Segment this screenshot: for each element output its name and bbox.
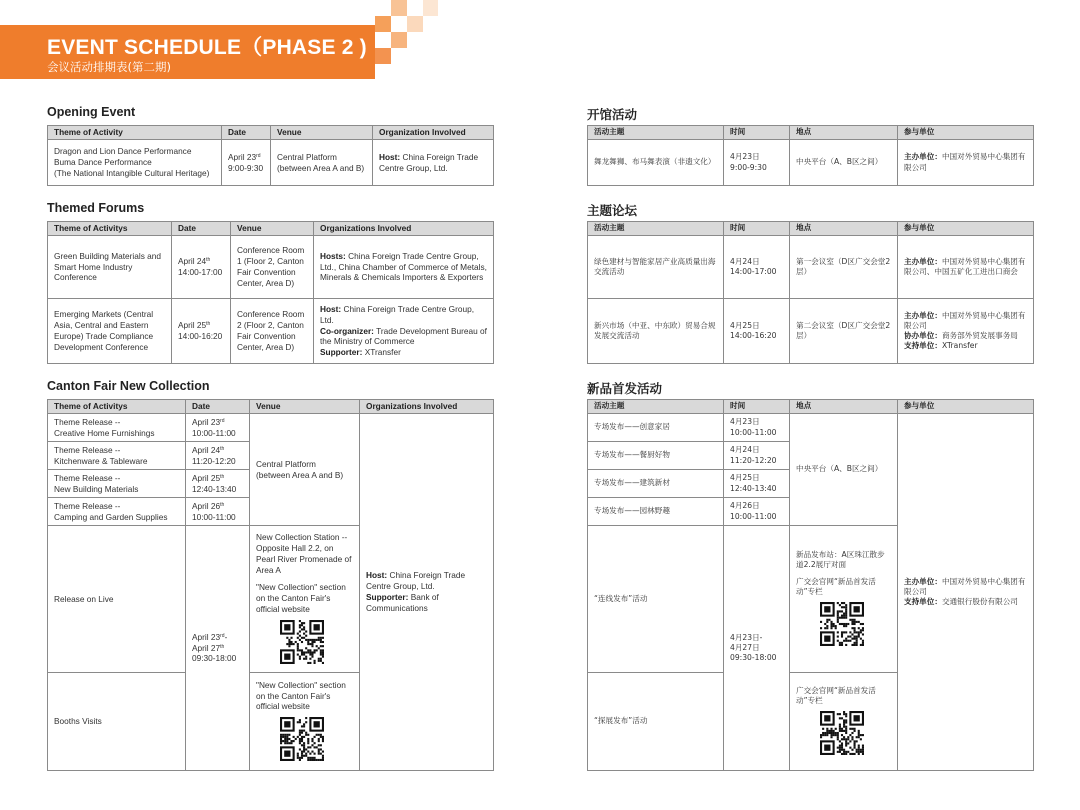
date-cell: April 25th 12:40-13:40 — [186, 470, 250, 498]
venue-cell: Central Platform (between Area A and B) — [250, 414, 360, 526]
date-cell: 4月23日 9:00-9:30 — [724, 140, 790, 186]
venue-cell: "New Collection" section on the Canton Fair's official website — [250, 673, 360, 771]
theme-cell: 新兴市场（中亚、中东欧）贸易合规发展交流活动 — [588, 299, 724, 364]
column-header: Organizations Involved — [360, 400, 494, 414]
date-cell: 4月25日 12:40-13:40 — [724, 470, 790, 498]
date-cell: April 23rd- April 27th 09:30-18:00 — [186, 526, 250, 771]
table-row — [48, 299, 494, 364]
decor-square — [391, 32, 407, 48]
qr-code-icon — [820, 711, 864, 755]
column-header: Theme of Activitys — [48, 400, 186, 414]
theme-cell: Theme Release -- New Building Materials — [48, 470, 186, 498]
qr-code-icon — [280, 717, 324, 761]
decor-square — [423, 0, 438, 16]
theme-cell: 绿色建材与智能家居产业高质量出海交流活动 — [588, 236, 724, 299]
column-header: 地点 — [790, 222, 898, 236]
venue-cell: Conference Room 1 (Floor 2, Canton Fair Convention Center, Area D) — [231, 236, 314, 299]
date-cell: April 24th 14:00-17:00 — [172, 236, 231, 299]
column-header: Theme of Activity — [48, 126, 222, 140]
column-header: 活动主题 — [588, 400, 724, 414]
org-cell: 主办单位：中国对外贸易中心集团有限公司 协办单位：商务部外贸发展事务局 支持单位：XTransfer — [898, 299, 1034, 364]
theme-cell: “探展发布”活动 — [588, 673, 724, 771]
table-row — [588, 236, 1034, 299]
decor-square — [375, 16, 391, 32]
section-title-forums: Themed Forums — [47, 201, 145, 215]
date-cell: 4月23日 10:00-11:00 — [724, 414, 790, 442]
theme-cell: Dragon and Lion Dance Performance Buma Dance Performance (The National Intangible Cultural Heritage) — [48, 140, 222, 186]
org-cell: 主办单位：中国对外贸易中心集团有限公司、中国五矿化工进出口商会 — [898, 236, 1034, 299]
venue-cell: Conference Room 2 (Floor 2, Canton Fair Convention Center, Area D) — [231, 299, 314, 364]
column-header: Date — [222, 126, 271, 140]
venue-cell: 广交会官网“新品首发活动”专栏 — [790, 673, 898, 771]
theme-cell: Green Building Materials and Smart Home Industry Conference — [48, 236, 172, 299]
column-header: 时间 — [724, 126, 790, 140]
section-title-opening: Opening Event — [47, 105, 136, 119]
collection-table — [47, 399, 494, 771]
decor-square — [407, 16, 423, 32]
column-header: Date — [186, 400, 250, 414]
date-cell: April 23rd 10:00-11:00 — [186, 414, 250, 442]
date-cell: 4月24日 14:00-17:00 — [724, 236, 790, 299]
date-cell: 4月23日- 4月27日 09:30-18:00 — [724, 526, 790, 771]
venue-cell: Central Platform (between Area A and B) — [271, 140, 373, 186]
column-header: Venue — [271, 126, 373, 140]
table-header-row — [588, 126, 1034, 140]
venue-cell: 新品发布站：A区珠江散步道2.2展厅对面 广交会官网“新品首发活动”专栏 — [790, 526, 898, 673]
date-cell: 4月24日 11:20-12:20 — [724, 442, 790, 470]
date-cell: 4月26日 10:00-11:00 — [724, 498, 790, 526]
venue-cell: 第二会议室（D区广交会堂2层） — [790, 299, 898, 364]
forums-table — [47, 221, 494, 364]
venue-cell: 中央平台（A、B区之间） — [790, 140, 898, 186]
table-row — [588, 299, 1034, 364]
section-title-collection-zh: 新品首发活动 — [587, 381, 663, 396]
column-header: Date — [172, 222, 231, 236]
org-cell: Host: China Foreign Trade Centre Group, Ltd. Supporter: Bank of Communications — [360, 414, 494, 771]
decor-square — [375, 48, 391, 64]
venue-cell: New Collection Station -- Opposite Hall 2.2, on Pearl River Promenade of Area A "New Collection" section on the Canton Fair's official website — [250, 526, 360, 673]
section-title-opening-zh: 开馆活动 — [587, 107, 638, 122]
theme-cell: Emerging Markets (Central Asia, Central and Eastern Europe) Trade Compliance Development Conference — [48, 299, 172, 364]
column-header: Organizations Involved — [314, 222, 494, 236]
theme-cell: 专场发布——创意家居 — [588, 414, 724, 442]
column-header: 时间 — [724, 400, 790, 414]
table-header-row — [588, 222, 1034, 236]
column-header: Theme of Activitys — [48, 222, 172, 236]
qr-code-icon — [820, 602, 864, 646]
column-header: 地点 — [790, 126, 898, 140]
org-cell: Host: China Foreign Trade Centre Group, Ltd. Co-organizer: Trade Development Bureau of the Ministry of Commerce Supporter: XTransfer — [314, 299, 494, 364]
forums-table-zh — [587, 221, 1034, 364]
theme-cell: 专场发布——餐厨好物 — [588, 442, 724, 470]
venue-cell: 中央平台（A、B区之间） — [790, 414, 898, 526]
section-title-forums-zh: 主题论坛 — [587, 203, 638, 218]
table-row — [588, 140, 1034, 186]
opening-table — [47, 125, 494, 186]
column-header: Organization Involved — [373, 126, 494, 140]
date-cell: April 23rd 9:00-9:30 — [222, 140, 271, 186]
table-row — [588, 414, 1034, 442]
date-cell: April 25th 14:00-16:20 — [172, 299, 231, 364]
org-cell: Hosts: China Foreign Trade Centre Group, Ltd., China Chamber of Commerce of Metals, Minerals & Chemicals Importers & Exporters — [314, 236, 494, 299]
decor-square — [391, 0, 407, 16]
column-header: 参与单位 — [898, 400, 1034, 414]
theme-cell: Theme Release -- Creative Home Furnishings — [48, 414, 186, 442]
section-title-collection: Canton Fair New Collection — [47, 379, 210, 393]
page-subtitle: 会议活动排期表(第二期) — [47, 60, 171, 74]
column-header: 活动主题 — [588, 222, 724, 236]
table-row — [48, 414, 494, 442]
column-header: 时间 — [724, 222, 790, 236]
theme-cell: 专场发布——园林野趣 — [588, 498, 724, 526]
table-header-row — [48, 126, 494, 140]
date-cell: April 26th 10:00-11:00 — [186, 498, 250, 526]
table-header-row — [48, 400, 494, 414]
column-header: Venue — [250, 400, 360, 414]
qr-code-icon — [280, 620, 324, 664]
column-header: 参与单位 — [898, 222, 1034, 236]
date-cell: April 24th 11:20-12:20 — [186, 442, 250, 470]
theme-cell: Booths Visits — [48, 673, 186, 771]
theme-cell: 专场发布——建筑新材 — [588, 470, 724, 498]
venue-cell: 第一会议室（D区广交会堂2层） — [790, 236, 898, 299]
theme-cell: Theme Release -- Camping and Garden Supplies — [48, 498, 186, 526]
collection-table-zh — [587, 399, 1034, 771]
theme-cell: Theme Release -- Kitchenware & Tableware — [48, 442, 186, 470]
table-header-row — [588, 400, 1034, 414]
org-cell: Host: China Foreign Trade Centre Group, Ltd. — [373, 140, 494, 186]
theme-cell: Release on Live — [48, 526, 186, 673]
column-header: 参与单位 — [898, 126, 1034, 140]
theme-cell: 舞龙舞狮、布马舞表演（非遗文化） — [588, 140, 724, 186]
org-cell: 主办单位：中国对外贸易中心集团有限公司 — [898, 140, 1034, 186]
table-row — [48, 236, 494, 299]
column-header: 活动主题 — [588, 126, 724, 140]
opening-table-zh — [587, 125, 1034, 186]
theme-cell: “连线发布”活动 — [588, 526, 724, 673]
page-title: EVENT SCHEDULE（PHASE 2 ) — [47, 36, 367, 59]
org-cell: 主办单位：中国对外贸易中心集团有限公司 支持单位：交通银行股份有限公司 — [898, 414, 1034, 771]
column-header: 地点 — [790, 400, 898, 414]
column-header: Venue — [231, 222, 314, 236]
table-row — [48, 140, 494, 186]
date-cell: 4月25日 14:00-16:20 — [724, 299, 790, 364]
table-header-row — [48, 222, 494, 236]
